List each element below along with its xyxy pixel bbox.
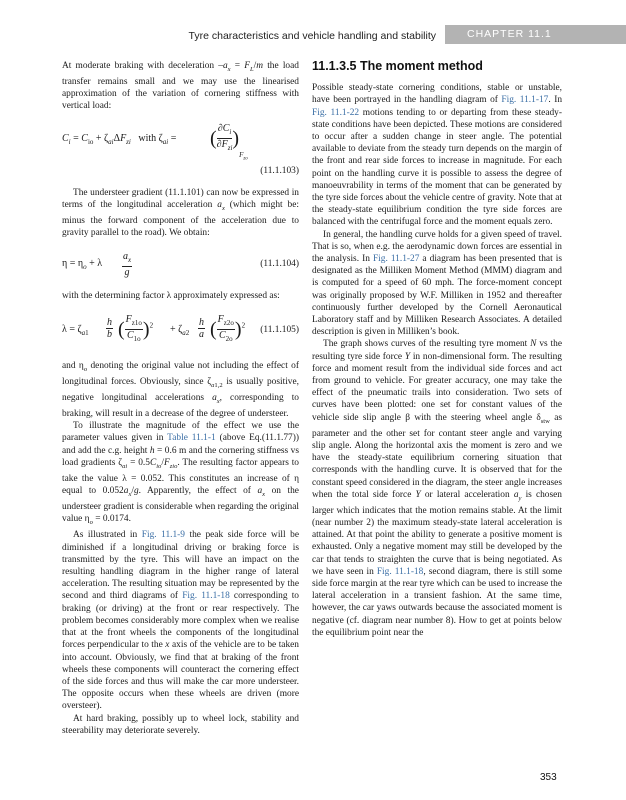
left-column bbox=[62, 60, 299, 737]
equation-number: (11.1.104) bbox=[260, 258, 299, 269]
page-number: 353 bbox=[540, 772, 557, 783]
equation-number: (11.1.103) bbox=[260, 165, 299, 176]
right-column bbox=[312, 60, 562, 639]
paragraph: To illustrate the magnitude of the effect we use the parameter values given in Table 11.1-1 (above Eq.(11.1.77)) and add the c.g. height h = 0.6 m and the cornering stiffness vs load gradients $\zeta_{ai} = 0.5C_{io}/F_{zio}$. The resulting factor appears to take the value λ = 0.052. This constitutes an increase of η equal to $0.052a_x/g$. Apparently, the effect of $a_x$ on the understeer gradient is considerable when regarding the original value $\eta_o = 0.0174$. bbox=[62, 421, 299, 527]
figure-link[interactable]: Fig. 11.1-9 bbox=[141, 530, 185, 541]
figure-link[interactable]: Fig. 11.1-18 bbox=[182, 591, 230, 602]
paragraph: Possible steady-state cornering conditions, stable or unstable, have been portrayed in the handling diagram of Fig. 11.1-17. In Fig. 11.1-22 motions tending to or departing from these steady-state conditions have been depicted. These motions are considered to occur after a sudden change in steer angle. The potential available to deviate from the steady turn depends on the margin of the front and rear side forces to increase in magnitude. For each point on the handling curve it is possible to assess the degree of manoeuvrability in terms of the moment that can be generated by the tyre side forces about the vehicle centre of gravity. Note that at the steady-state equilibrium condition the tyre side forces are balanced with the centrifugal force and the moment equals zero. bbox=[312, 83, 563, 228]
figure-link[interactable]: Fig. 11.1-27 bbox=[372, 254, 420, 265]
equation-11-1-105: $\lambda = \zeta_{a1}$ $\frac{h}{b}$ ( $\frac{F_{z1o}}{C_{1o}}$ )$^2$ + $\zeta_{a2}$ $\frac{h}{a}$ ( $\frac{F_{z2o}}{C_{2o}}$ )$^2$ (11.1.105) bbox=[62, 313, 299, 343]
paragraph: The graph shows curves of the resulting tyre moment N vs the resulting tyre side force Y in non-dimensional form. The resulting force and moment result from the individual side forces and act from ground to vehicle. For greater accuracy, one may take the effect of the pneumatic trails into consideration. Two sets of curves have been plotted: one set for constant values of the vehicle side slip angle β with the steering wheel angle $\delta_{stw}$ as parameter and the other set for contant steer angle and varying slip angle. Along the horizontal axis the moment is zero and we have the steady-state equilibrium cornering situation that corresponds with the handling curve. It is observed that for the constant speed considered in the diagram, the steer angle increases when the total side force Y or lateral acceleration $a_y$ is chosen larger which indicates that the motion remains stable. At the limit (near number 2) the maximum steady-state lateral acceleration is attained. At that point the ability to generate a positive moment is exhausted. Only a negative moment may still be developed by the car that tends to straighten the curve that is being negotiated. As we have seen in Fig. 11.1-18, second diagram, there is still some side force margin at the rear tyre which can be used to increase the lateral acceleration in a transient fashion. At the same time, however, the car yaws outwards because the associated moment is negative (cf. diagram near number 8). How to get at points below the equilibrium point near the bbox=[312, 339, 563, 638]
paragraph: At hard braking, possibly up to wheel lock, stability and steerability may deteriorate severely. bbox=[62, 713, 299, 736]
chapter-tab: CHAPTER 11.1 bbox=[445, 25, 626, 44]
paragraph: The understeer gradient (11.1.101) can now be expressed in terms of the longitudinal acceleration $a_x$ (which might be: minus the forward component of the acceleration due to gravity parallel to the road). We obtain: bbox=[62, 187, 299, 239]
running-header-title: Tyre characteristics and vehicle handling and stability bbox=[188, 30, 436, 42]
equation-11-1-104: $\eta = \eta_o + \lambda$ $\frac{a_x}{g}$ (11.1.104) bbox=[62, 250, 299, 278]
figure-link[interactable]: Fig. 11.1-22 bbox=[312, 107, 360, 118]
section-heading: 11.1.3.5 The moment method bbox=[312, 59, 483, 73]
paragraph: As illustrated in Fig. 11.1-9 the peak side force will be diminished if a longitudinal driving or braking force is transmitted by the tyre. This will have an impact on the resulting handling diagram in the higher range of lateral acceleration. The resulting situation may be represented by the second and third diagrams of Fig. 11.1-18 corresponding to braking (or driving) at the front or rear respectively. The problem becomes considerably more complex when we realise that at the front wheels the components of the longitudinal forces perpendicular to the x axis of the vehicle are to be taken into account. Obviously, we find that at braking of the front wheels these components will counteract the cornering effect of the side forces and thus will make the car more understeer. The opposite occurs when these wheels are driven (more oversteer). bbox=[62, 530, 299, 712]
figure-link[interactable]: Fig. 11.1-18 bbox=[376, 566, 424, 577]
equation-11-1-103: $C_i = C_{io} + \zeta_{ai}\Delta F_{zi}$ with $\zeta_{ai}$ = ( $\frac{\partial C_i}{\partial F_{zi}}$ )$_{F_{zo}}$ bbox=[62, 122, 248, 162]
paragraph: In general, the handling curve holds for a given speed of travel. That is so, when e.g. the aerodynamic down forces are essential in the analysis. In Fig. 11.1-27 a diagram has been presented that is designated as the Milliken Moment Method (MMM) diagram and is computed for a speed of 60 mph. The force-moment concept was originally proposed by W.F. Milliken in 1952 and thereafter continuously further developed by the Cornell Aeronautical Laboratory staff and by Milliken Research Associates. A detailed description is given in Milliken’s book. bbox=[312, 229, 562, 338]
paragraph: with the determining factor λ approximately expressed as: bbox=[62, 290, 280, 301]
figure-link[interactable]: Fig. 11.1-17 bbox=[501, 95, 549, 106]
equation-number: (11.1.105) bbox=[260, 324, 299, 335]
paragraph: At moderate braking with deceleration $-a_x = F_L/m$ the load transfer remains small and we may use the linearised approximation of the variation of cornering stiffness with vertical load: bbox=[62, 61, 299, 112]
paragraph: and $\eta_o$ denoting the original value not including the effect of longitudinal forces. Obviously, since $\zeta_{a1,2}$ is usually positive, negative longitudinal accelerations $a_x$, corresponding to braking, will result in a decrease of the degree of understeer. bbox=[62, 360, 299, 420]
table-link[interactable]: Table 11.1-1 bbox=[167, 433, 216, 444]
